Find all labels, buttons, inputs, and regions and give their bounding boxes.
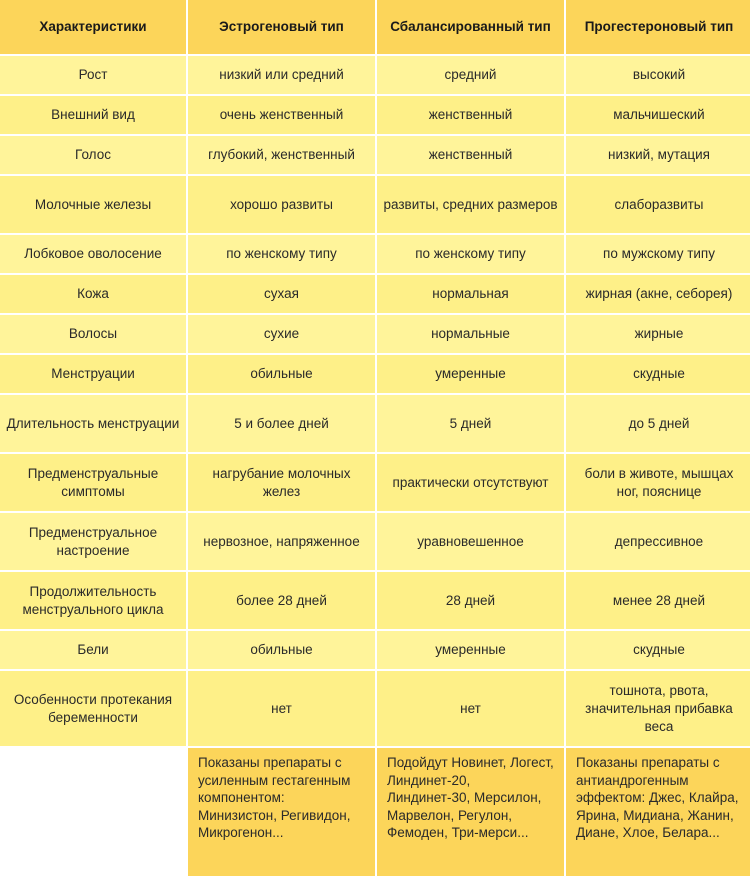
balanced-cell: умеренные [377,631,564,669]
table-row [0,355,750,393]
recommendations-row [0,748,750,876]
progesterone-cell: низкий, мутация [566,136,750,174]
estrogen-cell: очень женственный [188,96,375,134]
progesterone-cell: по мужскому типу [566,235,750,273]
balanced-cell: 5 дней [377,395,564,452]
progesterone-cell: менее 28 дней [566,572,750,629]
table-row [0,235,750,273]
estrogen-cell: сухая [188,275,375,313]
balanced-cell: нормальная [377,275,564,313]
balanced-cell: практически отсутствуют [377,454,564,511]
empty-cell [0,748,186,876]
table-row [0,454,750,511]
balanced-cell: нормальные [377,315,564,353]
progesterone-cell: тошнота, рвота, значительная прибавка веса [566,671,750,746]
estrogen-cell: нагрубание молочных желез [188,454,375,511]
progesterone-cell: депрессивное [566,513,750,570]
row-label: Лобковое оволосение [0,235,186,273]
estrogen-cell: обильные [188,355,375,393]
row-label: Предменструальное настроение [0,513,186,570]
balanced-recommendation: Подойдут Новинет, Логест, Линдинет-20, Линдинет-30, Мерсилон, Марвелон, Регулон, Фемоден, Три-мерси... [377,748,564,876]
balanced-cell: развиты, средних размеров [377,176,564,233]
table-row [0,56,750,94]
row-label: Менструации [0,355,186,393]
progesterone-cell: до 5 дней [566,395,750,452]
balanced-cell: женственный [377,96,564,134]
balanced-cell: по женскому типу [377,235,564,273]
header-characteristics: Характеристики [0,0,186,54]
balanced-cell: умеренные [377,355,564,393]
progesterone-cell: боли в животе, мышцах ног, пояснице [566,454,750,511]
estrogen-cell: низкий или средний [188,56,375,94]
balanced-cell: уравновешенное [377,513,564,570]
table-header-row [0,0,750,54]
progesterone-recommendation: Показаны препараты с антиандрогенным эффектом: Джес, Клайра, Ярина, Мидиана, Жанин, Диане, Хлое, Белара... [566,748,750,876]
estrogen-cell: обильные [188,631,375,669]
estrogen-recommendation: Показаны препараты с усиленным гестагенным компонентом: Минизистон, Регивидон, Микрогенон... [188,748,375,876]
table-row [0,671,750,746]
table-row [0,315,750,353]
header-progesterone-type: Прогестероновый тип [566,0,750,54]
row-label: Бели [0,631,186,669]
row-label: Молочные железы [0,176,186,233]
table-row [0,176,750,233]
estrogen-cell: 5 и более дней [188,395,375,452]
estrogen-cell: более 28 дней [188,572,375,629]
row-label: Длительность менструации [0,395,186,452]
row-label: Волосы [0,315,186,353]
balanced-cell: нет [377,671,564,746]
estrogen-cell: хорошо развиты [188,176,375,233]
progesterone-cell: жирная (акне, себорея) [566,275,750,313]
table-row [0,631,750,669]
row-label: Кожа [0,275,186,313]
table-row [0,572,750,629]
progesterone-cell: слаборазвиты [566,176,750,233]
estrogen-cell: нет [188,671,375,746]
table-row [0,395,750,452]
row-label: Рост [0,56,186,94]
row-label: Голос [0,136,186,174]
table-row [0,275,750,313]
row-label: Внешний вид [0,96,186,134]
table-row [0,513,750,570]
balanced-cell: средний [377,56,564,94]
estrogen-cell: сухие [188,315,375,353]
balanced-cell: женственный [377,136,564,174]
progesterone-cell: скудные [566,631,750,669]
header-balanced-type: Сбалансированный тип [377,0,564,54]
progesterone-cell: скудные [566,355,750,393]
row-label: Продолжительность менструального цикла [0,572,186,629]
table-row [0,96,750,134]
header-estrogen-type: Эстрогеновый тип [188,0,375,54]
table-row [0,136,750,174]
balanced-cell: 28 дней [377,572,564,629]
row-label: Предменструальные симптомы [0,454,186,511]
estrogen-cell: по женскому типу [188,235,375,273]
progesterone-cell: жирные [566,315,750,353]
estrogen-cell: нервозное, напряженное [188,513,375,570]
progesterone-cell: высокий [566,56,750,94]
row-label: Особенности протекания беременности [0,671,186,746]
progesterone-cell: мальчишеский [566,96,750,134]
estrogen-cell: глубокий, женственный [188,136,375,174]
